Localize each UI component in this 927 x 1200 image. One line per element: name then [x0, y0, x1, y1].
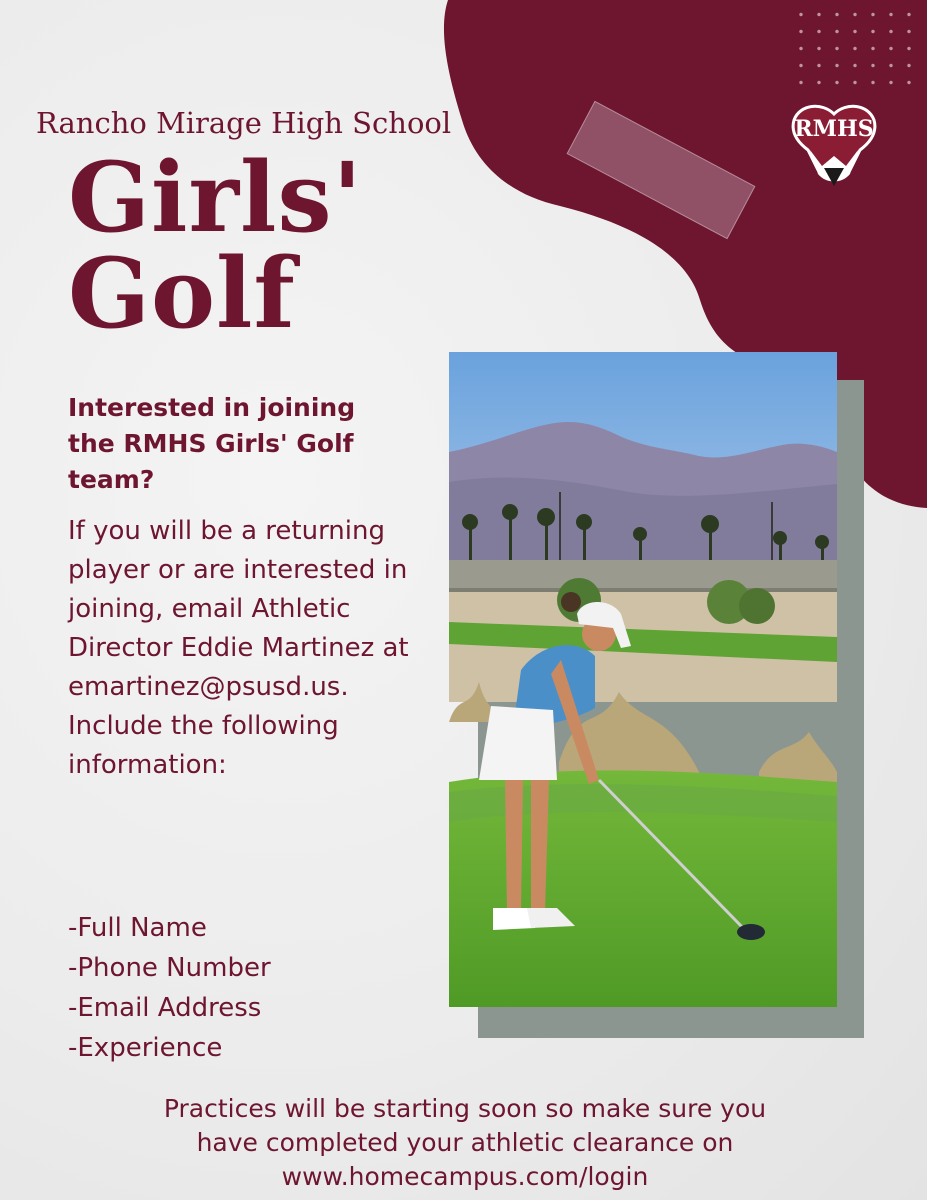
footer-line-1: Practices will be starting soon so make sure you [163, 1094, 767, 1123]
list-item: -Phone Number [68, 953, 271, 983]
headline-line-1: Girls' [68, 141, 363, 254]
list-item: -Email Address [68, 993, 262, 1023]
headline-line-2: Golf [68, 237, 296, 350]
golfer-photo [449, 352, 837, 1007]
required-info-list [68, 908, 271, 1068]
list-item: -Full Name [68, 913, 207, 943]
logo-lettering: RMHS [794, 116, 874, 142]
footer-text [60, 1092, 870, 1194]
dot-pattern-decoration [792, 6, 912, 90]
footer-line-2: have completed your athletic clearance on [196, 1128, 734, 1157]
school-name: Rancho Mirage High School [36, 106, 452, 140]
instructions-text: If you will be a returning player or are interested in joining, email Athletic Director Eddie Martinez at emartinez@psusd.us. Include the following information: [68, 516, 409, 780]
headline [68, 141, 363, 350]
question-text: Interested in joining the RMHS Girls' Golf team? [68, 393, 356, 494]
list-item: -Experience [68, 1033, 223, 1063]
footer-url: www.homecampus.com/login [281, 1162, 649, 1191]
school-logo [788, 100, 880, 188]
